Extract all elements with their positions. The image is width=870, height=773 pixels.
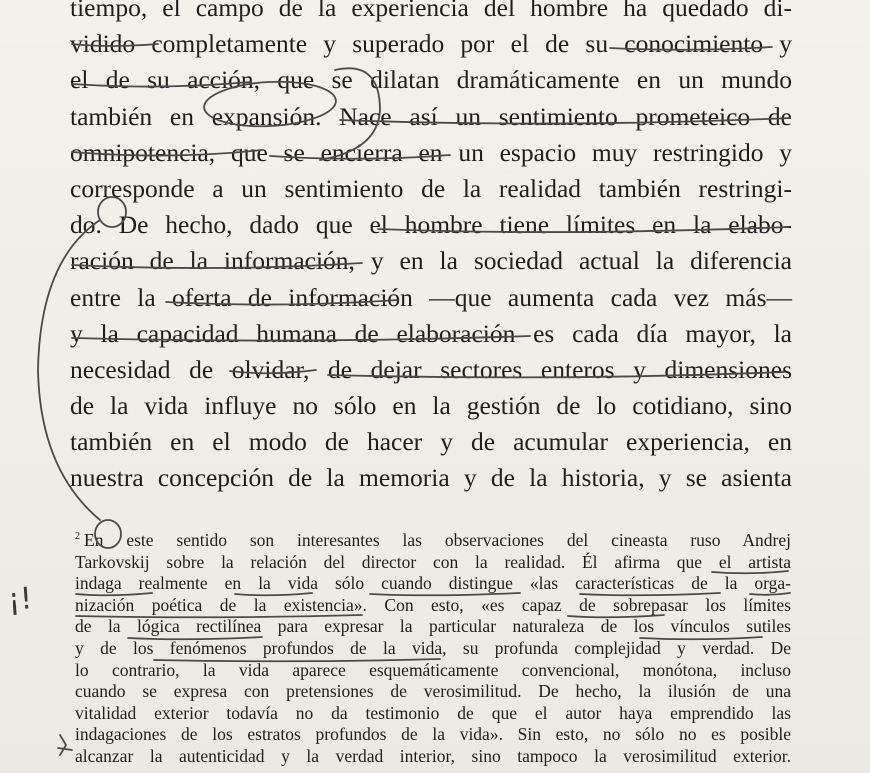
footnote-line-first: [75, 530, 791, 552]
text-line: do. De hecho, dado que el hombre tiene límites en la elabo-: [70, 210, 792, 240]
footnote-line: lo contrario, la vida aparece esquemáticamente convencional, monótona, incluso: [75, 659, 791, 680]
text-line: tiempo, el campo de la experiencia del hombre ha quedado di-: [70, 0, 792, 22]
text-line: de la vida influye no sólo en la gestión de lo cotidiano, sino: [70, 391, 792, 421]
text-line: corresponde a un sentimiento de la realidad también restringi-: [70, 173, 792, 203]
text-line: necesidad de olvidar, de dejar sectores enteros y dimensiones: [70, 354, 792, 384]
text-line: entre la oferta de información —que aumenta cada vez más—: [70, 282, 792, 312]
text-line: vidido completamente y superado por el de su conocimiento y: [70, 29, 792, 59]
text-line: también en expansión. Nace así un sentimiento prometeico de: [70, 101, 792, 131]
footnote-line: nización poética de la existencia». Con esto, «es capaz de sobrepasar los límites: [75, 594, 791, 615]
text-line: también en el modo de hacer y de acumular experiencia, en: [70, 427, 792, 457]
footnote-line: alcanzar la autenticidad y la verdad interior, sino tampoco la verosimilitud exterior.: [75, 745, 791, 766]
footnote-line: indagaciones de los estratos profundos de la vida». Sin esto, no sólo no es posible: [75, 724, 791, 745]
footnote-line: indaga realmente en la vida sólo cuando distingue «las características de la orga-: [75, 573, 791, 594]
text-line: el de su acción, que se dilatan dramáticamente en un mundo: [70, 65, 792, 95]
text-line: y la capacidad humana de elaboración es cada día mayor, la: [70, 318, 792, 348]
main-body-text: [70, 0, 792, 497]
footnote-line: y de los fenómenos profundos de la vida, su profunda complejidad y verdad. De: [75, 637, 791, 658]
footnote-line-text: En este sentido son interesantes las observaciones del cineasta ruso Andrej: [84, 530, 791, 550]
footnote-line: Tarkovskij sobre la relación del director con la realidad. Él afirma que el artista: [75, 551, 791, 572]
text-line: ración de la información, y en la sociedad actual la diferencia: [70, 246, 792, 276]
margin-exclamation-note: ¡!: [6, 581, 34, 618]
footnote: [75, 530, 791, 768]
text-line: omnipotencia, que se encierra en un espacio muy restringido y: [70, 137, 792, 167]
footnote-line: vitalidad exterior todavía no da testimonio de que el autor haya emprendido las: [75, 702, 791, 723]
footnote-line: cuando se expresa con pretensiones de verosimilitud. De hecho, la ilusión de una: [75, 681, 791, 702]
text-line: nuestra concepción de la memoria y de la historia, y se asienta: [70, 463, 792, 493]
margin-mark: [58, 735, 72, 755]
footnote-line: de la lógica rectilínea para expresar la particular naturaleza de los vínculos sutiles: [75, 616, 791, 637]
footnote-number: 2: [75, 531, 80, 543]
